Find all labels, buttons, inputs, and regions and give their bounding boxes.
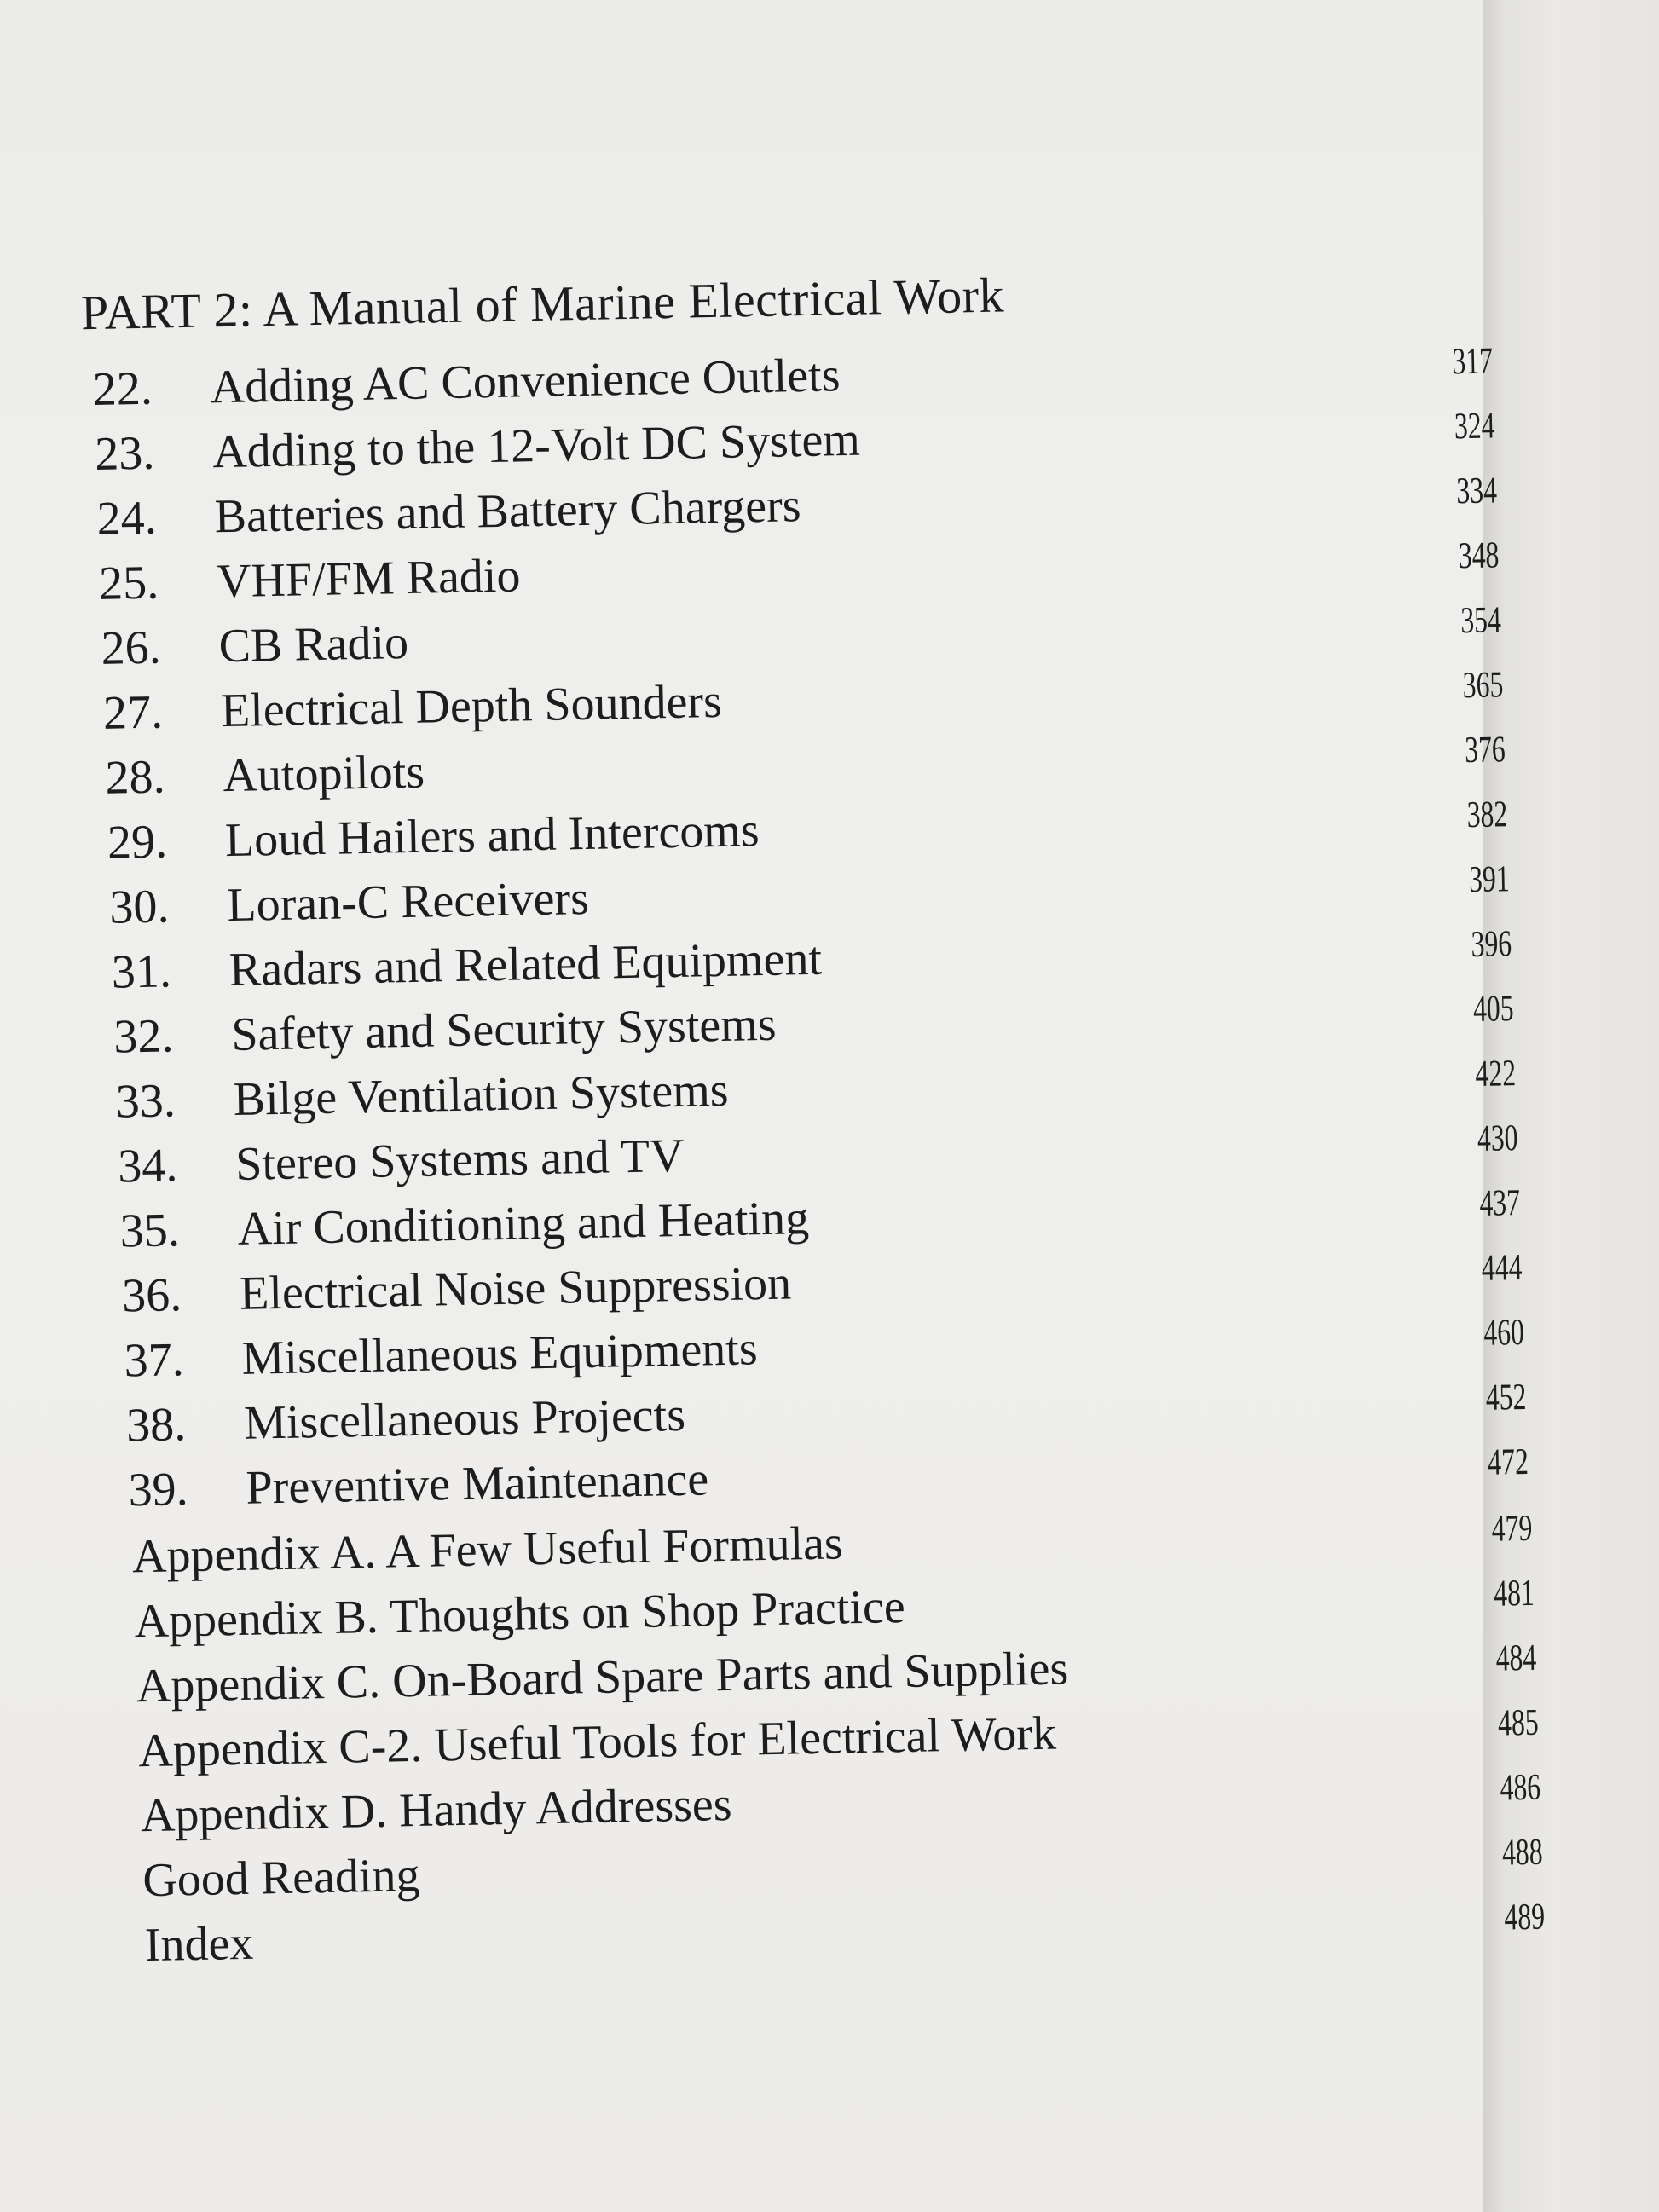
chapter-title: Loud Hailers and Intercoms xyxy=(224,804,760,868)
chapter-number: 35. xyxy=(119,1204,181,1258)
chapter-number: 28. xyxy=(104,750,166,805)
chapter-title: VHF/FM Radio xyxy=(216,549,521,609)
chapter-title: Autopilots xyxy=(222,745,425,803)
chapter-title: Safety and Security Systems xyxy=(230,997,777,1062)
chapter-title: Adding AC Convenience Outlets xyxy=(210,349,841,414)
chapter-number: 37. xyxy=(124,1333,185,1388)
chapter-title: Miscellaneous Equipments xyxy=(241,1322,759,1385)
chapter-number: 29. xyxy=(107,815,168,869)
chapter-number: 26. xyxy=(101,621,162,675)
chapter-number: 39. xyxy=(127,1463,189,1517)
chapter-number: 23. xyxy=(94,426,155,481)
chapter-title: CB Radio xyxy=(218,615,409,673)
page-number: 460 xyxy=(1483,1310,1525,1354)
chapter-number: 33. xyxy=(115,1074,176,1129)
page-number: 334 xyxy=(1455,469,1498,512)
chapter-number: 38. xyxy=(125,1398,187,1453)
chapter-title: Electrical Depth Sounders xyxy=(220,674,723,738)
appendix-title: Appendix B. Thoughts on Shop Practice xyxy=(133,1580,906,1649)
page-number: 479 xyxy=(1491,1506,1533,1550)
page-number: 430 xyxy=(1477,1117,1518,1159)
page-number: 382 xyxy=(1466,793,1508,836)
chapter-title: Stereo Systems and TV xyxy=(234,1129,685,1191)
page-number: 391 xyxy=(1468,858,1511,901)
appendix-title: Appendix A. A Few Useful Formulas xyxy=(131,1516,844,1584)
appendix-title: Appendix D. Handy Addresses xyxy=(140,1777,733,1843)
page-number: 452 xyxy=(1485,1375,1527,1418)
page-number: 348 xyxy=(1458,534,1500,577)
appendix-title: Good Reading xyxy=(142,1848,420,1908)
chapter-title: Batteries and Battery Chargers xyxy=(214,479,802,544)
page-number: 485 xyxy=(1497,1701,1540,1744)
page-number: 396 xyxy=(1471,922,1512,966)
appendix-title: Index xyxy=(144,1916,254,1972)
chapter-number: 32. xyxy=(113,1009,174,1064)
chapter-title: Adding to the 12-Volt DC System xyxy=(211,413,861,479)
chapter-number: 24. xyxy=(96,491,158,546)
page-number: 472 xyxy=(1487,1440,1529,1483)
chapter-title: Air Conditioning and Heating xyxy=(237,1192,810,1256)
part-heading: PART 2: A Manual of Marine Electrical Work xyxy=(80,267,1005,341)
page-number: 444 xyxy=(1481,1246,1523,1289)
page-number: 489 xyxy=(1504,1895,1546,1938)
page-number: 354 xyxy=(1460,598,1502,642)
chapter-number: 22. xyxy=(92,361,153,416)
appendix-title: Appendix C. On-Board Spare Parts and Supplies xyxy=(136,1642,1069,1713)
page-number: 365 xyxy=(1462,663,1504,707)
chapter-number: 31. xyxy=(111,944,172,999)
chapter-title: Electrical Noise Suppression xyxy=(239,1256,792,1320)
chapter-number: 30. xyxy=(108,880,171,934)
page-number: 484 xyxy=(1495,1636,1537,1679)
chapter-title: Preventive Maintenance xyxy=(245,1453,709,1515)
chapter-number: 25. xyxy=(98,556,159,610)
chapter-title: Radars and Related Equipment xyxy=(228,932,823,997)
appendix-title: Appendix C-2. Useful Tools for Electrical Work xyxy=(137,1707,1057,1778)
page-number: 422 xyxy=(1475,1052,1517,1095)
page-number: 405 xyxy=(1472,987,1515,1031)
chapter-title: Miscellaneous Projects xyxy=(243,1388,686,1450)
page-number: 481 xyxy=(1493,1571,1535,1614)
page-number: 317 xyxy=(1451,339,1494,383)
page-number: 324 xyxy=(1454,404,1495,448)
chapter-title: Loran-C Receivers xyxy=(226,871,590,933)
page-number: 437 xyxy=(1478,1181,1521,1224)
page-number: 486 xyxy=(1500,1765,1541,1809)
chapter-number: 34. xyxy=(117,1139,178,1193)
chapter-number: 36. xyxy=(121,1268,182,1323)
page-number: 488 xyxy=(1501,1830,1544,1874)
chapter-number: 27. xyxy=(102,685,164,740)
page-number: 376 xyxy=(1464,728,1506,771)
chapter-title: Bilge Ventilation Systems xyxy=(233,1063,730,1126)
